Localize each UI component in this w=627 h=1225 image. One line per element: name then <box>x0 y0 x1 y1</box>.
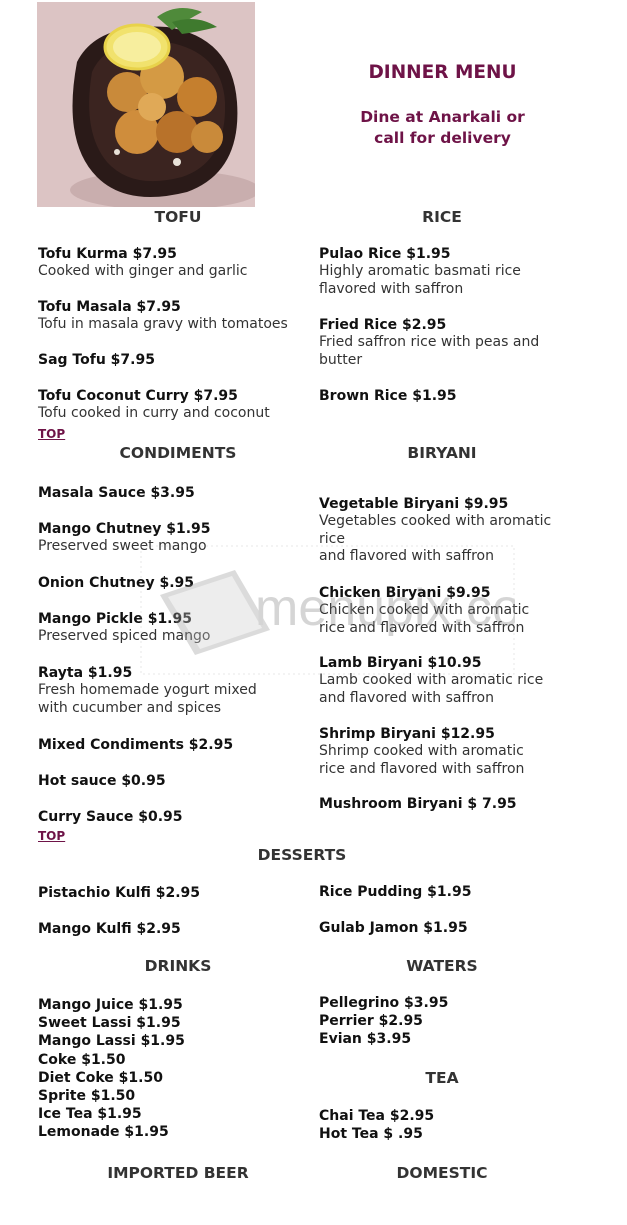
page-title: DINNER MENU <box>368 62 517 83</box>
item-name: Curry Sauce $0.95 <box>38 809 183 825</box>
item-description: Lamb cooked with aromatic rice and flavored with saffron <box>319 672 544 706</box>
menu-item <box>38 245 247 281</box>
menu-item <box>319 795 517 813</box>
menu-item <box>38 736 233 754</box>
item-name: Shrimp Biryani $12.95 <box>319 726 495 742</box>
menu-item <box>319 919 468 937</box>
item-description: Vegetables cooked with aromatic rice <box>319 513 552 547</box>
watermark-text: menupix.co <box>255 579 515 637</box>
item-name: Mango Kulfi $2.95 <box>38 921 181 937</box>
list-item: Lemonade $1.95 <box>38 1124 169 1141</box>
item-name: Hot sauce $0.95 <box>38 773 166 789</box>
list-item: Ice Tea $1.95 <box>38 1106 142 1123</box>
menu-item <box>38 610 210 646</box>
section-heading-domestic: DOMESTIC <box>396 1164 488 1182</box>
sizzler-dish-image <box>37 2 255 207</box>
menu-item <box>319 387 457 405</box>
menu-item <box>38 664 268 717</box>
menu-item <box>38 520 211 556</box>
section-heading-desserts: DESSERTS <box>257 846 347 864</box>
list-item: Diet Coke $1.50 <box>38 1069 163 1086</box>
item-description: Highly aromatic basmati rice flavored with saffron <box>319 263 521 297</box>
section-heading-biryani: BIRYANI <box>407 444 477 462</box>
list-item: Coke $1.50 <box>38 1051 126 1068</box>
menu-item <box>38 298 288 334</box>
item-name: Lamb Biryani $10.95 <box>319 655 482 671</box>
waters-list <box>319 994 448 1049</box>
subtitle-line-1: Dine at Anarkali or <box>360 108 525 126</box>
list-item: Sweet Lassi $1.95 <box>38 1015 181 1032</box>
item-name: Vegetable Biryani $9.95 <box>319 496 509 512</box>
item-description: Tofu in masala gravy with tomatoes <box>38 316 288 332</box>
item-description: Shrimp cooked with aromatic rice and flavored with saffron <box>319 743 525 777</box>
menu-item <box>319 654 569 707</box>
item-name: Mango Pickle $1.95 <box>38 611 192 627</box>
section-heading-waters: WATERS <box>406 957 478 975</box>
menu-item <box>319 725 554 778</box>
item-description: Preserved spiced mango <box>38 628 211 644</box>
menu-item <box>38 808 183 826</box>
menu-item <box>38 884 200 902</box>
item-description: Cooked with ginger and garlic <box>38 263 248 279</box>
item-description: Fried saffron rice with peas and butter <box>319 334 540 368</box>
menu-item <box>319 316 559 369</box>
menu-item <box>38 920 181 938</box>
list-item: Mango Juice $1.95 <box>38 997 183 1013</box>
menu-item <box>38 351 155 369</box>
menu-item <box>38 772 166 790</box>
menu-item <box>319 495 554 566</box>
menu-item <box>319 584 559 637</box>
section-heading-tea: TEA <box>425 1069 459 1087</box>
item-name: Fried Rice $2.95 <box>319 317 447 333</box>
section-heading-tofu: TOFU <box>154 208 202 226</box>
top-link[interactable]: TOP <box>38 427 66 441</box>
menu-item <box>319 883 471 901</box>
top-link[interactable]: TOP <box>38 829 66 843</box>
item-name: Pistachio Kulfi $2.95 <box>38 885 200 901</box>
tea-list <box>319 1107 434 1143</box>
item-name: Brown Rice $1.95 <box>319 388 457 404</box>
list-item: Pellegrino $3.95 <box>319 995 449 1011</box>
item-name: Onion Chutney $.95 <box>38 575 195 591</box>
item-name: Chicken Biryani $9.95 <box>319 585 491 601</box>
item-description: Chicken cooked with aromatic rice and flavored with saffron <box>319 602 530 636</box>
section-heading-drinks: DRINKS <box>144 957 212 975</box>
section-heading-condiments: CONDIMENTS <box>119 444 237 462</box>
drinks-list <box>38 996 185 1142</box>
section-heading-rice: RICE <box>422 208 462 226</box>
item-name: Tofu Masala $7.95 <box>38 299 181 315</box>
item-name: Rayta $1.95 <box>38 665 133 681</box>
item-name: Tofu Kurma $7.95 <box>38 246 177 262</box>
item-name: Mixed Condiments $2.95 <box>38 737 234 753</box>
item-name: Rice Pudding $1.95 <box>319 884 472 900</box>
section-heading-imported-beer: IMPORTED BEER <box>107 1164 249 1182</box>
item-description: Tofu cooked in curry and coconut <box>38 405 270 421</box>
item-name: Mushroom Biryani $ 7.95 <box>319 796 517 812</box>
item-description: and flavored with saffron <box>319 548 494 564</box>
list-item: Sprite $1.50 <box>38 1088 136 1105</box>
list-item: Perrier $2.95 <box>319 1013 423 1030</box>
dish-photo <box>37 2 255 207</box>
item-name: Masala Sauce $3.95 <box>38 485 195 501</box>
item-name: Tofu Coconut Curry $7.95 <box>38 388 238 404</box>
item-description: Preserved sweet mango <box>38 538 207 554</box>
subtitle-line-2: call for delivery <box>374 129 511 147</box>
menu-item <box>319 245 559 298</box>
item-name: Mango Chutney $1.95 <box>38 521 211 537</box>
list-item: Hot Tea $ .95 <box>319 1126 423 1143</box>
item-name: Gulab Jamon $1.95 <box>319 920 468 936</box>
list-item: Chai Tea $2.95 <box>319 1108 435 1124</box>
menu-item <box>38 387 270 423</box>
item-name: Pulao Rice $1.95 <box>319 246 451 262</box>
menu-item <box>38 574 194 592</box>
list-item: Mango Lassi $1.95 <box>38 1033 185 1050</box>
page-subtitle <box>300 107 585 149</box>
list-item: Evian $3.95 <box>319 1031 412 1048</box>
item-description: Fresh homemade yogurt mixed with cucumber and spices <box>38 682 257 716</box>
item-name: Sag Tofu $7.95 <box>38 352 155 368</box>
menu-item <box>38 484 195 502</box>
